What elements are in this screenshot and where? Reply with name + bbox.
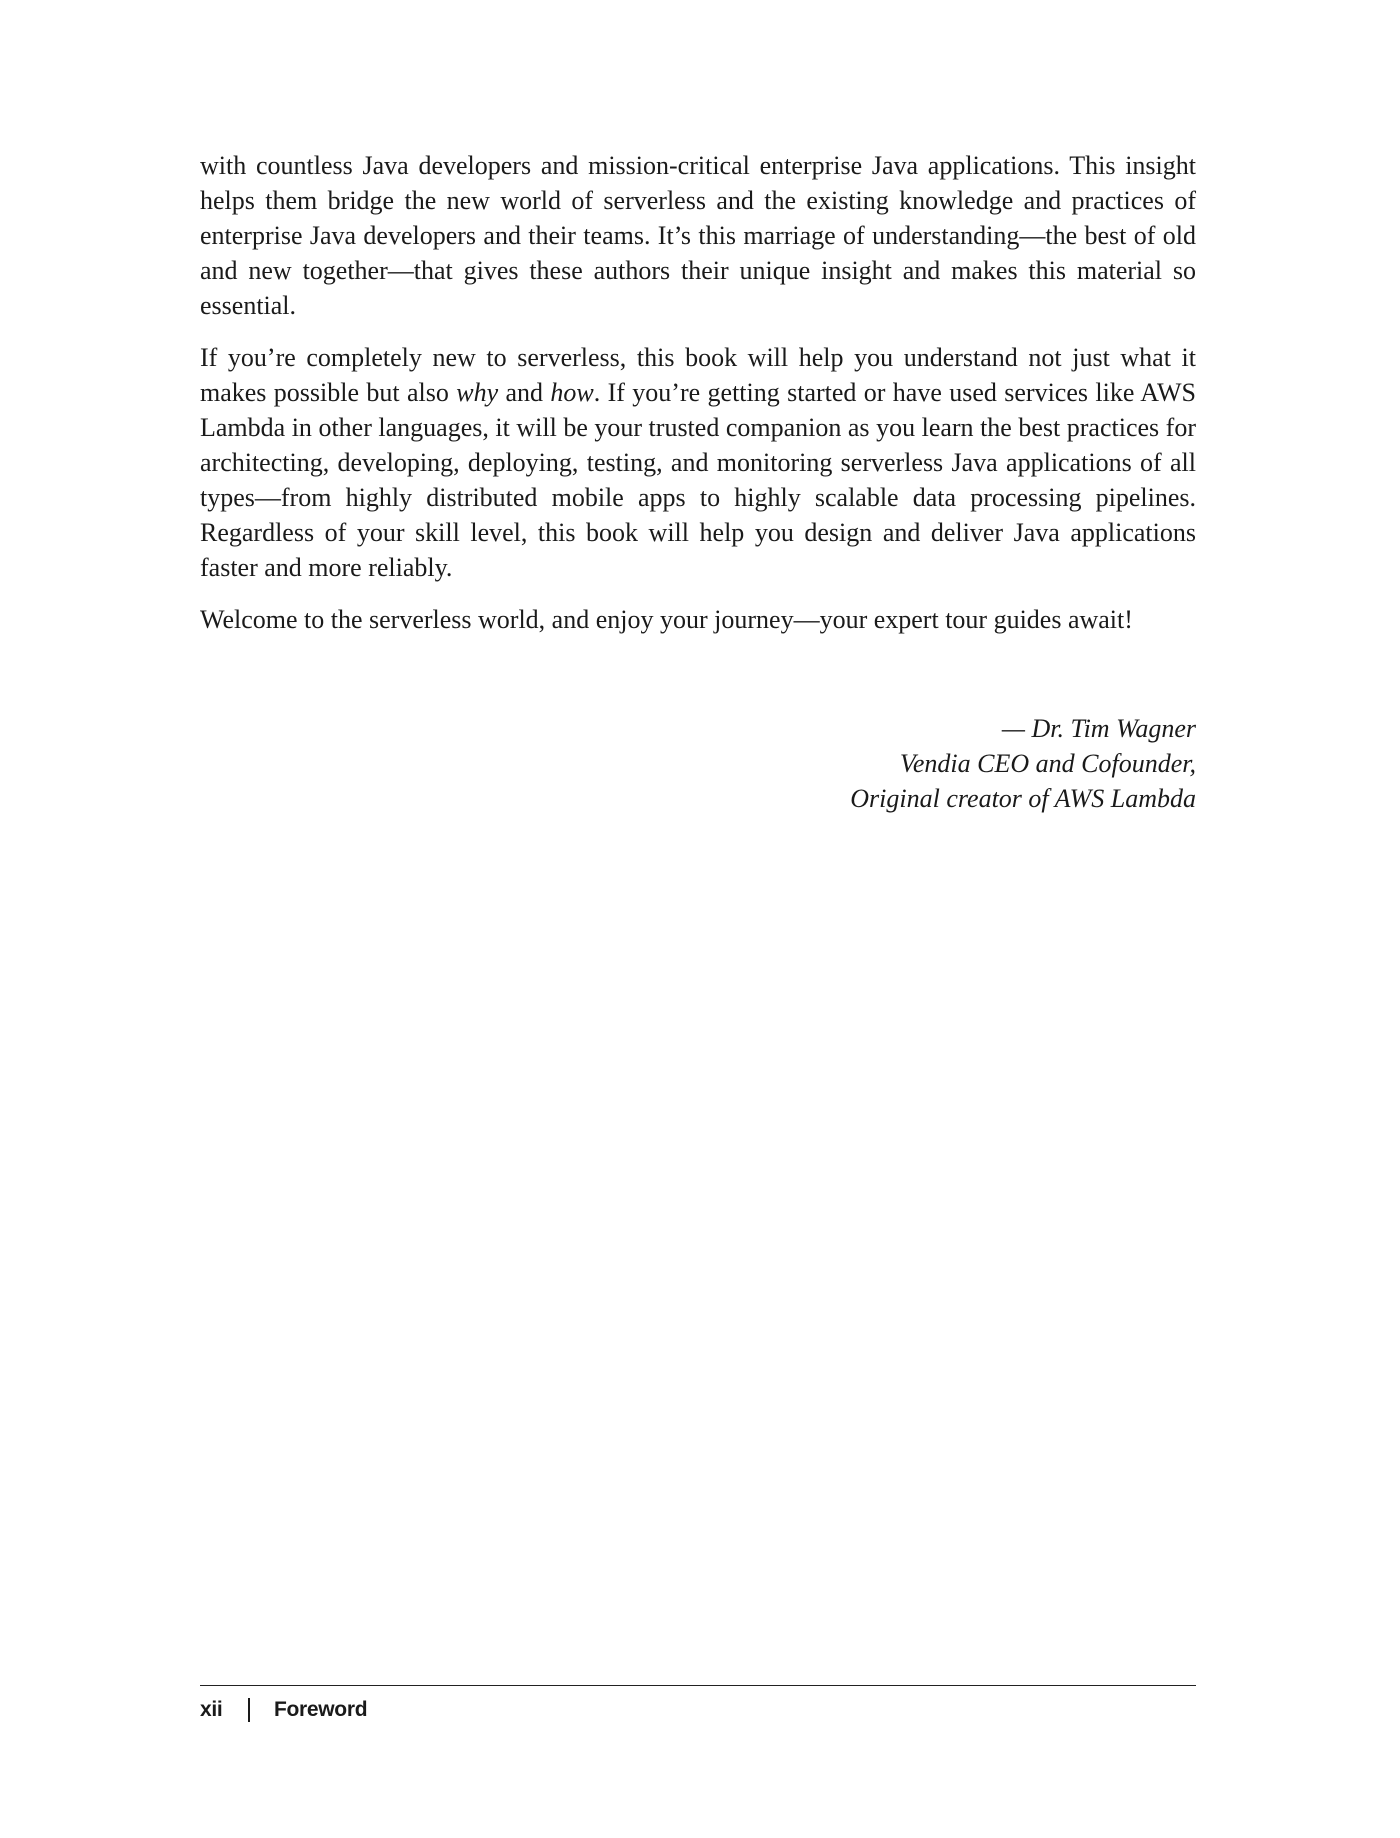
- footer-separator: [248, 1698, 250, 1722]
- running-section-title: Foreword: [273, 1698, 368, 1721]
- emphasis-text: how: [550, 378, 594, 407]
- paragraph: [200, 340, 1196, 585]
- paragraph-text: If you’re completely new to serverless, this book will help you understand not just what it makes possible but also: [200, 343, 1196, 407]
- paragraph: [200, 602, 1196, 637]
- signature-credit: Original creator of AWS Lambda: [850, 784, 1196, 813]
- footer-rule: [200, 1685, 1196, 1686]
- page-footer: [200, 1693, 367, 1727]
- foreword-body: [200, 148, 1196, 654]
- paragraph-text: with countless Java developers and mission-critical enterprise Java applications. This insight helps them bridge the new world of serverless and the existing knowledge and practices of enterprise Java developers and their teams. It’s this marriage of understanding—the best of old and new together—that gives these authors their unique insight and makes this material so essential.: [200, 151, 1196, 320]
- paragraph: [200, 148, 1196, 323]
- paragraph-text: and: [498, 378, 551, 407]
- paragraph-text: Welcome to the serverless world, and enjoy your journey—your expert tour guides await!: [200, 605, 1133, 634]
- paragraph-text: . If you’re getting started or have used services like AWS Lambda in other languages, it will be your trusted companion as you learn the best practices for architecting, developing, deploying, testing, and monitoring serverless Java applications of all types—from highly distributed mobile apps to highly scalable data processing pipelines. Regardless of your skill level, this book will help you design and deliver Java applications faster and more reliably.: [200, 378, 1196, 582]
- emphasis-text: why: [456, 378, 499, 407]
- page-number: xii: [200, 1698, 223, 1721]
- signature-name: — Dr. Tim Wagner: [1001, 714, 1196, 743]
- signature-title: Vendia CEO and Cofounder,: [899, 749, 1196, 778]
- signature-block: [200, 711, 1196, 816]
